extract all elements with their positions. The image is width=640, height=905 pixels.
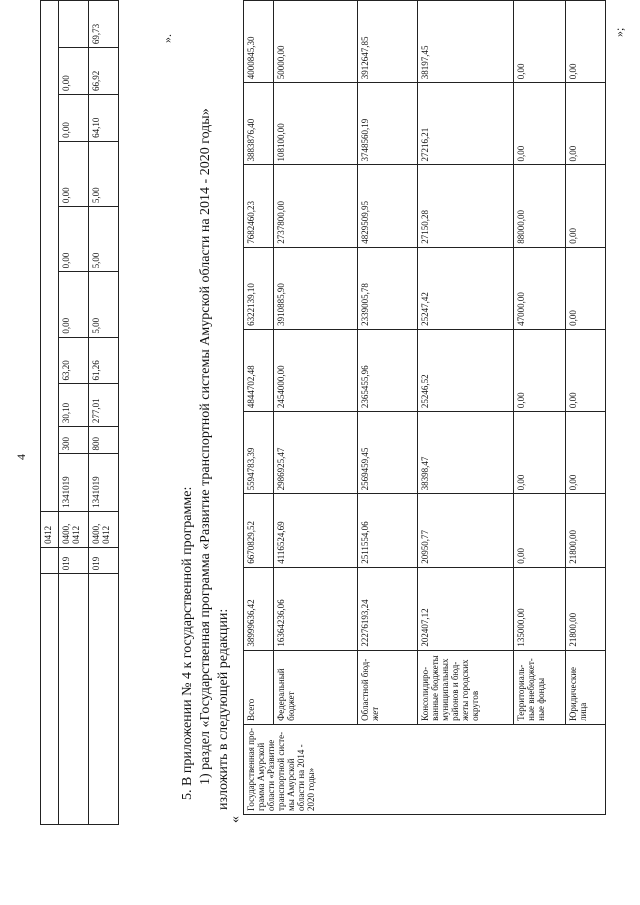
table-cell: 38197,45 (418, 1, 514, 83)
table-cell: 5,00 (89, 141, 119, 206)
row-label: Всего (244, 650, 274, 724)
table-cell: 0,00 (566, 412, 606, 494)
subsection-heading: 1) раздел «Государственная программа «Развитие транспортной системы Амурской области на 2014 - 2020 годы» (198, 108, 213, 785)
table-cell: 0400, 0412 (89, 511, 119, 547)
closing-quote: »; (612, 27, 626, 37)
table-row (89, 1, 119, 825)
top-empty-cell (41, 547, 59, 573)
table-cell: 5,00 (89, 207, 119, 272)
table-cell: 4844702,48 (244, 329, 274, 411)
table-row (566, 1, 606, 815)
top-table (40, 0, 119, 825)
table-cell: 277,01 (89, 384, 119, 427)
row-label: Территориаль-ные внебюджет-ные фонды (514, 650, 566, 724)
table-cell: 0,00 (566, 83, 606, 165)
table-cell: 21800,00 (566, 567, 606, 650)
table-cell: 66,92 (89, 48, 119, 95)
opening-quote: « (228, 816, 243, 823)
table-cell: 300 (59, 427, 89, 454)
table-cell: 50000,00 (274, 1, 358, 83)
table-cell: 0,00 (514, 412, 566, 494)
table-cell: 0,00 (514, 1, 566, 83)
table-cell: 27150,28 (418, 165, 514, 247)
table-cell: 0400, 0412 (59, 511, 89, 547)
section-heading: 5. В приложении № 4 к государственной программе: (180, 486, 195, 800)
table-cell: 47000,00 (514, 247, 566, 329)
table-cell (59, 1, 89, 48)
instruction-text: изложить в следующей редакции: (216, 608, 231, 810)
table-cell: 38999636,42 (244, 567, 274, 650)
table-cell: 25246,52 (418, 329, 514, 411)
table-cell: 63,20 (59, 337, 89, 384)
table-cell: 4116524,69 (274, 494, 358, 567)
table-cell: 108100,00 (274, 83, 358, 165)
top-empty-cell (41, 574, 59, 825)
table-row (59, 1, 89, 825)
table-row (418, 1, 514, 815)
table-cell: 0,00 (59, 94, 89, 141)
table-cell: 0,00 (59, 207, 89, 272)
table-cell: 1341019 (89, 454, 119, 511)
table-row (244, 1, 274, 815)
table-cell: 2511554,06 (358, 494, 418, 567)
table-cell: 800 (89, 427, 119, 454)
table-cell: 0,00 (566, 1, 606, 83)
table-cell: 2454000,00 (274, 329, 358, 411)
table-cell: 30,10 (59, 384, 89, 427)
table-cell: 88000,00 (514, 165, 566, 247)
table-row (514, 1, 566, 815)
table-cell: 16364236,06 (274, 567, 358, 650)
table-cell: 4829509,95 (358, 165, 418, 247)
table-row (358, 1, 418, 815)
table-cell: 5594783,39 (244, 412, 274, 494)
table-cell: 21800,00 (566, 494, 606, 567)
program-name-cell: Государственная про-грамма Амурской области «Развитие транспортной систе-мы Амурской области на 2014 - 2020 годы» (244, 724, 606, 814)
table-cell: 0,00 (59, 272, 89, 337)
table-cell: 69,73 (89, 1, 119, 48)
table-cell: 3910885,90 (274, 247, 358, 329)
table-cell: 1341019 (59, 454, 89, 511)
table-cell: 019 (59, 547, 89, 573)
table-cell: 64,10 (89, 94, 119, 141)
table-cell: 2365455,96 (358, 329, 418, 411)
table-cell: 3883876,40 (244, 83, 274, 165)
closing-quote: ». (160, 34, 174, 43)
table-cell: 0,00 (566, 165, 606, 247)
table-cell: 0,00 (514, 329, 566, 411)
table-cell: 38398,47 (418, 412, 514, 494)
program-table (243, 0, 606, 815)
table-cell: 2569459,45 (358, 412, 418, 494)
top-empty-cell (41, 1, 59, 512)
table-cell: 0,00 (566, 247, 606, 329)
row-label: Областной бюд-жет (358, 650, 418, 724)
table-cell: 3912647,85 (358, 1, 418, 83)
table-cell: 0,00 (514, 494, 566, 567)
table-cell: 61,26 (89, 337, 119, 384)
table-cell: 6322139,10 (244, 247, 274, 329)
top-code-cell: 0412 (41, 511, 59, 547)
table-cell: 2339005,78 (358, 247, 418, 329)
table-cell: 019 (89, 547, 119, 573)
table-cell: 2737800,00 (274, 165, 358, 247)
table-cell: 22276193,24 (358, 567, 418, 650)
table-cell: 0,00 (59, 48, 89, 95)
page-number: 4 (14, 454, 28, 460)
table-cell: 3748560,19 (358, 83, 418, 165)
table-cell: 5,00 (89, 272, 119, 337)
table-cell: 2986925,47 (274, 412, 358, 494)
table-row (274, 1, 358, 815)
table-cell: 135000,00 (514, 567, 566, 650)
row-label: Федеральный бюджет (274, 650, 358, 724)
table-cell: 25247,42 (418, 247, 514, 329)
table-cell: 7682460,23 (244, 165, 274, 247)
table-cell: 0,00 (514, 83, 566, 165)
table-cell: 0,00 (566, 329, 606, 411)
table-cell: 202407,12 (418, 567, 514, 650)
table-cell: 27216,21 (418, 83, 514, 165)
table-cell: 6670829,52 (244, 494, 274, 567)
table-cell: 4000845,30 (244, 1, 274, 83)
row-label: Консолидиро-ванные бюджеты муниципальных районов и бюд-жеты городских округов (418, 650, 514, 724)
table-cell: 0,00 (59, 141, 89, 206)
row-label: Юридические лица (566, 650, 606, 724)
table-cell: 20950,77 (418, 494, 514, 567)
